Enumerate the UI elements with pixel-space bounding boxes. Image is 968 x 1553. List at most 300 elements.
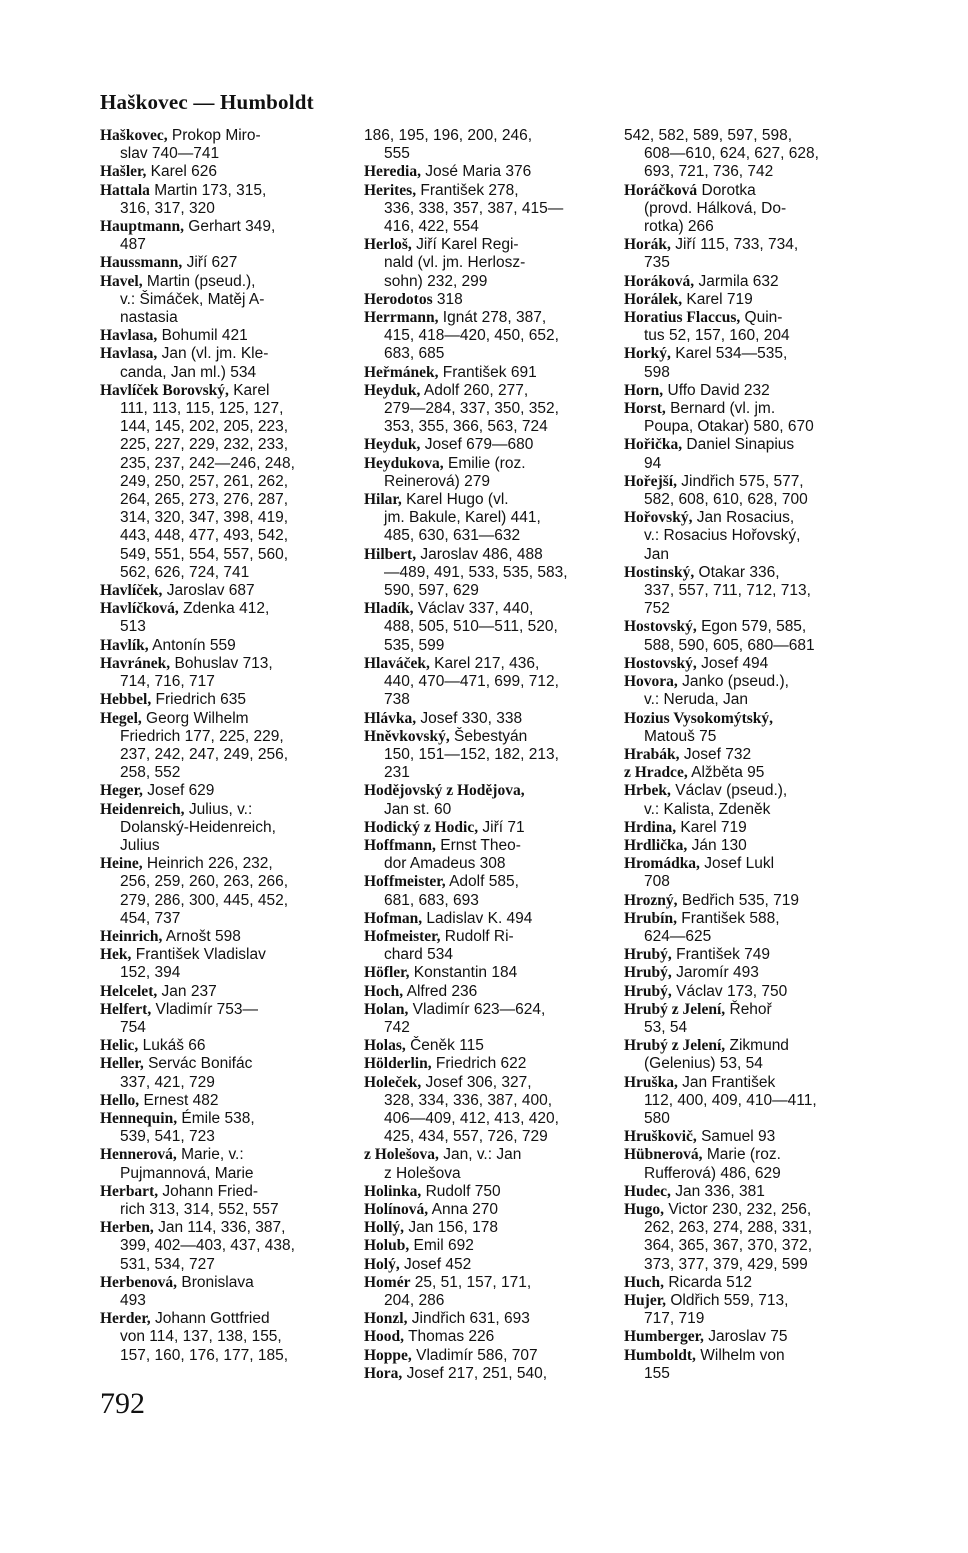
entry-headword: Hofman, <box>364 909 423 927</box>
index-entry <box>364 983 616 1001</box>
index-entry <box>624 382 872 400</box>
index-entry <box>100 655 350 691</box>
index-entry <box>100 1110 350 1146</box>
entry-references: Ján 130 <box>687 836 747 854</box>
entry-headword: Herodotos <box>364 290 433 308</box>
entry-references: Johann Gottfried von 114, 137, 138, 155, 157, 160, 176, 177, 185, <box>120 1310 289 1364</box>
entry-headword: Helcelet, <box>100 982 158 1000</box>
entry-headword: Hilbert, <box>364 545 417 563</box>
index-entry <box>364 1183 616 1201</box>
entry-references: Karel 111, 113, 115, 125, 127, 144, 145, 202, 205, 223, 225, 227, 229, 232, 233, 235, 237, 242—246, 248, 249, 250, 257, 261, 262, 264, 265, 273, 276, 287, 314, 320, 347, 398, 419, 443, 448, 477, 493, 542, 549, 551, 554, 557, 560, 562, 626, 724, 741 <box>120 381 295 581</box>
entry-references: Jiří Karel Regi- nald (vl. jm. Herlosz- sohn) 232, 299 <box>384 236 526 290</box>
entry-headword: Huch, <box>624 1273 665 1291</box>
index-entry <box>100 182 350 218</box>
entry-references: Heinrich 226, 232, 256, 259, 260, 263, 266, 279, 286, 300, 445, 452, 454, 737 <box>120 855 289 927</box>
index-entry <box>624 782 872 818</box>
index-entry <box>100 1092 350 1110</box>
index-entry <box>364 710 616 728</box>
index-entry <box>624 746 872 764</box>
entry-references: Karel 719 <box>676 818 747 836</box>
entry-references: Čeněk 115 <box>405 1037 484 1055</box>
entry-headword: Hladík, <box>364 600 414 618</box>
index-entry <box>624 1347 872 1383</box>
entry-headword: Herbenová, <box>100 1273 178 1291</box>
entry-references: Bedřich 535, 719 <box>677 891 800 909</box>
entry-references: František 278, 336, 338, 357, 387, 415— 416, 422, 554 <box>384 181 564 236</box>
index-entry <box>624 473 872 509</box>
index-entry <box>364 873 616 909</box>
entry-references: Řehoř 53, 54 <box>644 1000 772 1036</box>
entry-references: Jindřich 575, 577, 582, 608, 610, 628, 700 <box>644 472 808 509</box>
entry-references: Vladimír 753— 754 <box>120 1000 259 1036</box>
entry-references: Josef Lukl 708 <box>644 855 775 891</box>
entry-references: František 691 <box>438 363 537 381</box>
entry-references: Quin- tus 52, 157, 160, 204 <box>644 309 790 345</box>
entry-headword: Honzl, <box>364 1310 408 1328</box>
entry-references: Jan st. 60 <box>384 800 452 818</box>
entry-references: Josef 732 <box>679 745 752 763</box>
entry-references: Anna 270 <box>428 1200 498 1218</box>
index-entry <box>624 655 872 673</box>
entry-headword: Hrubý z Jelení, <box>624 1037 726 1055</box>
entry-references: Bohumil 421 <box>157 327 248 345</box>
entry-headword: Havlíček, <box>100 582 163 600</box>
entry-references: Antonín 559 <box>148 636 236 654</box>
index-entry <box>364 964 616 982</box>
entry-headword: Hořovský, <box>624 509 693 527</box>
entry-headword: Hoch, <box>364 982 404 1000</box>
entry-references: Ernst Theo- dor Amadeus 308 <box>384 836 521 873</box>
entry-references: Émile 538, 539, 541, 723 <box>120 1109 255 1146</box>
entry-headword: Hoppe, <box>364 1346 412 1364</box>
index-entry <box>100 946 350 982</box>
index-entry <box>100 127 350 163</box>
entry-references: Gerhart 349, 487 <box>120 218 276 254</box>
entry-headword: Heidenreich, <box>100 800 185 818</box>
entry-references: Zikmund (Gelenius) 53, 54 <box>644 1037 789 1073</box>
entry-headword: Havlasa, <box>100 345 158 363</box>
index-column-2 <box>364 127 616 1383</box>
index-entry <box>100 218 350 254</box>
index-entry <box>364 436 616 454</box>
entry-headword: Humboldt, <box>624 1346 696 1364</box>
entry-references: František 749 <box>671 946 771 964</box>
entry-references: Zdenka 412, 513 <box>120 600 270 636</box>
index-entry <box>624 309 872 345</box>
entry-references: Vladimír 586, 707 <box>411 1346 538 1364</box>
entry-headword: Hrabák, <box>624 745 680 763</box>
entry-headword: Holínová, <box>364 1200 429 1218</box>
entry-references: Emilie (roz. Reinerová) 279 <box>384 454 526 490</box>
index-entry <box>100 1055 350 1091</box>
index-entry <box>364 455 616 491</box>
entry-headword: Hollý, <box>364 1219 405 1237</box>
entry-references: Martin (pseud.), v.: Šimáček, Matěj A- nastasia <box>120 272 265 327</box>
entry-headword: Hrubín, <box>624 909 677 927</box>
index-entry <box>624 1274 872 1292</box>
index-entry <box>624 236 872 272</box>
entry-references: 25, 51, 157, 171, 204, 286 <box>384 1273 532 1309</box>
index-entry <box>624 964 872 982</box>
entry-references: Adolf 585, 681, 683, 693 <box>384 873 519 909</box>
index-entry <box>624 764 872 782</box>
entry-references: Jan 156, 178 <box>404 1219 498 1237</box>
index-entry <box>364 127 616 163</box>
index-entry <box>364 1001 616 1037</box>
entry-headword: Hello, <box>100 1091 140 1109</box>
entry-headword: Hattala <box>100 181 150 199</box>
entry-headword: Humberger, <box>624 1328 704 1346</box>
entry-headword: Heller, <box>100 1055 144 1073</box>
entry-headword: Horký, <box>624 345 671 363</box>
entry-headword: z Holešova, <box>364 1146 439 1164</box>
index-entry <box>364 1146 616 1182</box>
entry-headword: Hugo, <box>624 1200 665 1218</box>
entry-headword: Hořička, <box>624 436 683 454</box>
index-entry <box>100 1183 350 1219</box>
index-entry <box>364 1074 616 1147</box>
entry-headword: Hennequin, <box>100 1109 178 1127</box>
page-number: 792 <box>100 1387 145 1420</box>
index-entry <box>624 1183 872 1201</box>
index-entry <box>364 1347 616 1365</box>
index-entry <box>624 400 872 436</box>
entry-headword: Heger, <box>100 782 143 800</box>
index-entry <box>100 928 350 946</box>
index-entry <box>624 1146 872 1182</box>
entry-references: Karel 626 <box>146 163 218 181</box>
entry-references: Bronislava 493 <box>120 1273 254 1309</box>
entry-headword: Heyduk, <box>364 436 421 454</box>
entry-headword: Horáčková <box>624 181 698 199</box>
entry-headword: Havlík, <box>100 636 149 654</box>
entry-references: Karel 534—535, 598 <box>644 345 788 381</box>
index-entry <box>624 910 872 946</box>
index-entry <box>100 637 350 655</box>
index-entry <box>624 1292 872 1328</box>
index-entry <box>364 910 616 928</box>
index-entry <box>624 855 872 891</box>
index-entry <box>364 1055 616 1073</box>
index-entry <box>624 983 872 1001</box>
entry-headword: Hrubý, <box>624 946 672 964</box>
running-head: Haškovec — Humboldt <box>100 90 314 114</box>
entry-references: Janko (pseud.), v.: Neruda, Jan <box>644 673 789 709</box>
index-entry <box>100 1146 350 1182</box>
entry-headword: Hořejší, <box>624 472 677 490</box>
index-entry <box>624 946 872 964</box>
entry-references: Jaroslav 486, 488 —489, 491, 533, 535, 583, 590, 597, 629 <box>384 545 568 600</box>
entry-references: Josef 679—680 <box>420 436 534 454</box>
entry-headword: z Hradce, <box>624 764 688 782</box>
entry-references: Rudolf 750 <box>421 1182 501 1200</box>
entry-headword: Horálek, <box>624 290 683 308</box>
entry-references: Dorotka (provd. Hálková, Do- rotka) 266 <box>644 181 787 236</box>
entry-references: Adolf 260, 277, 279—284, 337, 350, 352, 353, 355, 366, 563, 724 <box>384 381 559 436</box>
entry-headword: Hostovský, <box>624 654 697 672</box>
entry-headword: Holinka, <box>364 1182 422 1200</box>
entry-references: Daniel Sinapius 94 <box>644 436 795 472</box>
entry-headword: Haškovec, <box>100 127 168 144</box>
entry-headword: Herites, <box>364 181 417 199</box>
entry-headword: Horáková, <box>624 272 695 290</box>
entry-references: Marie (roz. Rufferová) 486, 629 <box>644 1146 781 1182</box>
entry-headword: Havránek, <box>100 654 171 672</box>
index-entry <box>100 273 350 328</box>
entry-references: Jan 237 <box>157 982 217 1000</box>
index-entry <box>364 1256 616 1274</box>
entry-references: Martin 173, 315, 316, 317, 320 <box>120 181 267 217</box>
index-entry <box>100 1037 350 1055</box>
entry-headword: Holub, <box>364 1237 410 1255</box>
entry-headword: Herloš, <box>364 236 412 254</box>
entry-references: Karel Hugo (vl. jm. Bakule, Karel) 441, 485, 630, 631—632 <box>384 491 541 545</box>
entry-references: Vladimír 623—624, 742 <box>384 1000 546 1036</box>
entry-headword: Hilar, <box>364 491 402 509</box>
index-entry <box>624 618 872 654</box>
index-entry <box>100 855 350 928</box>
entry-references: Jan 336, 381 <box>670 1182 765 1200</box>
index-entry <box>100 801 350 856</box>
entry-headword: Haussmann, <box>100 254 183 272</box>
index-entry <box>364 1201 616 1219</box>
entry-headword: Hovora, <box>624 673 678 691</box>
entry-references: 318 <box>432 290 463 308</box>
entry-headword: Herder, <box>100 1310 151 1328</box>
entry-headword: Heyduk, <box>364 381 421 399</box>
entry-references: Matouš 75 <box>644 727 717 745</box>
entry-headword: Holas, <box>364 1037 406 1055</box>
entry-headword: Heřmánek, <box>364 363 439 381</box>
entry-references: Uffo David 232 <box>663 381 770 399</box>
index-entry <box>624 1074 872 1129</box>
entry-headword: Hruškovič, <box>624 1128 697 1146</box>
index-entry <box>364 1037 616 1055</box>
entry-references: František 588, 624—625 <box>644 909 780 945</box>
entry-headword: Hudec, <box>624 1182 671 1200</box>
entry-headword: Hrdina, <box>624 818 677 836</box>
index-entry <box>100 582 350 600</box>
index-entry <box>624 1001 872 1037</box>
index-column-1 <box>100 127 350 1365</box>
index-entry <box>624 127 872 182</box>
entry-references: Georg Wilhelm Friedrich 177, 225, 229, 237, 242, 247, 249, 256, 258, 552 <box>120 709 289 782</box>
entry-headword: Hegel, <box>100 709 142 727</box>
index-entry <box>100 782 350 800</box>
entry-headword: Havel, <box>100 272 143 290</box>
entry-headword: Hlávka, <box>364 709 417 727</box>
index-entry <box>364 236 616 291</box>
index-entry <box>364 728 616 783</box>
entry-headword: Hostinský, <box>624 563 695 581</box>
entry-headword: Heredia, <box>364 163 421 181</box>
entry-headword: Höfler, <box>364 964 410 982</box>
entry-references: Jaroslav 75 <box>703 1328 788 1346</box>
entry-headword: Havlíčková, <box>100 600 179 618</box>
entry-references: Karel 719 <box>682 290 753 308</box>
entry-headword: Hübnerová, <box>624 1146 703 1164</box>
entry-references: Jaromír 493 <box>671 964 759 982</box>
entry-references: 542, 582, 589, 597, 598, 608—610, 624, 627, 628, 693, 721, 736, 742 <box>624 127 819 181</box>
entry-references: Jindřich 631, 693 <box>407 1310 530 1328</box>
index-entry <box>364 819 616 837</box>
entry-references: Victor 230, 232, 256, 262, 263, 274, 288, 331, 364, 365, 367, 370, 372, 373, 377, 379, 429, 599 <box>644 1200 813 1273</box>
entry-references: Jarmila 632 <box>694 272 779 290</box>
entry-references: Jiří 627 <box>182 254 238 272</box>
entry-headword: Hrbek, <box>624 782 671 800</box>
index-entry <box>624 291 872 309</box>
index-column-3 <box>624 127 872 1383</box>
entry-references: Friedrich 635 <box>151 691 247 709</box>
entry-headword: Hrubý z Jelení, <box>624 1000 726 1018</box>
entry-headword: Hoffmann, <box>364 836 436 854</box>
entry-headword: Hruška, <box>624 1073 678 1091</box>
entry-headword: Helic, <box>100 1037 139 1055</box>
entry-references: Friedrich 622 <box>431 1055 527 1073</box>
entry-headword: Horst, <box>624 400 666 418</box>
entry-references: Konstantin 184 <box>409 964 518 982</box>
entry-headword: Hölderlin, <box>364 1055 432 1073</box>
index-entry <box>364 600 616 655</box>
index-entry <box>364 163 616 181</box>
index-entry <box>624 509 872 564</box>
index-entry <box>100 1001 350 1037</box>
index-entry <box>100 327 350 345</box>
entry-references: Jiří 71 <box>478 818 525 836</box>
index-entry <box>364 782 616 818</box>
index-entry <box>624 819 872 837</box>
index-entry <box>100 254 350 272</box>
entry-headword: Horn, <box>624 381 664 399</box>
index-entry <box>364 1274 616 1310</box>
entry-references: Ricarda 512 <box>664 1273 752 1291</box>
index-entry <box>100 1274 350 1310</box>
entry-headword: Holan, <box>364 1000 409 1018</box>
index-entry <box>100 345 350 381</box>
entry-references: Jan Rosacius, v.: Rosacius Hořovský, Jan <box>644 509 801 563</box>
entry-headword: Hofmeister, <box>364 927 441 945</box>
entry-headword: Hodějovský z Hodějova, <box>364 782 525 800</box>
index-entry <box>364 928 616 964</box>
entry-references: 186, 195, 196, 200, 246, 555 <box>364 127 533 163</box>
entry-references: Rudolf Ri- chard 534 <box>384 927 514 964</box>
entry-headword: Hrdlička, <box>624 836 688 854</box>
entry-headword: Holeček, <box>364 1073 422 1091</box>
entry-references: Marie, v.: Pujmannová, Marie <box>120 1146 254 1182</box>
entry-references: Jiří 115, 733, 734, 735 <box>644 236 799 272</box>
index-entry <box>364 1365 616 1383</box>
entry-references: Wilhelm von 155 <box>644 1346 785 1382</box>
entry-references: Jan (vl. jm. Kle- canda, Jan ml.) 534 <box>120 345 269 381</box>
index-entry <box>364 1328 616 1346</box>
entry-headword: Horák, <box>624 236 671 254</box>
index-entry <box>100 600 350 636</box>
index-entry <box>364 1219 616 1237</box>
entry-references: Arnošt 598 <box>162 927 241 945</box>
entry-references: Julius, v.: Dolanský-Heidenreich, Julius <box>120 800 276 854</box>
index-entry <box>364 546 616 601</box>
entry-headword: Helfert, <box>100 1000 152 1018</box>
entry-headword: Holý, <box>364 1255 400 1273</box>
index-entry <box>624 273 872 291</box>
index-entry <box>364 291 616 309</box>
index-entry <box>364 837 616 873</box>
entry-headword: Heinrich, <box>100 927 163 945</box>
index-entry <box>364 491 616 546</box>
entry-references: Otakar 336, 337, 557, 711, 712, 713, 752 <box>644 563 811 618</box>
entry-references: Jan 114, 336, 387, 399, 402—403, 437, 438, 531, 534, 727 <box>120 1219 295 1273</box>
entry-headword: Hromádka, <box>624 855 700 873</box>
index-entry <box>364 1237 616 1255</box>
index-entry <box>364 364 616 382</box>
entry-references: José Maria 376 <box>420 163 532 181</box>
entry-references: Josef 330, 338 <box>416 709 523 727</box>
index-entry <box>624 892 872 910</box>
entry-headword: Hlaváček, <box>364 654 430 672</box>
index-entry <box>364 655 616 710</box>
entry-references: Prokop Miro- slav 740—741 <box>120 127 261 163</box>
entry-references: Lukáš 66 <box>138 1037 206 1055</box>
entry-headword: Hněvkovský, <box>364 727 450 745</box>
index-entry <box>624 345 872 381</box>
entry-headword: Herben, <box>100 1219 154 1237</box>
index-entry <box>100 1219 350 1274</box>
entry-references: Jan, v.: Jan z Holešova <box>384 1146 522 1182</box>
entry-references: Josef 452 <box>399 1255 472 1273</box>
entry-references: Samuel 93 <box>696 1128 776 1146</box>
index-entry <box>624 1201 872 1274</box>
entry-headword: Herbart, <box>100 1182 159 1200</box>
index-entry <box>100 983 350 1001</box>
entry-references: František Vladislav 152, 394 <box>120 946 266 982</box>
entry-headword: Horatius Flaccus, <box>624 309 741 327</box>
entry-references: Bernard (vl. jm. Poupa, Otakar) 580, 670 <box>644 400 814 436</box>
index-entry <box>624 564 872 619</box>
index-entry <box>624 710 872 746</box>
entry-headword: Hostovský, <box>624 618 697 636</box>
entry-references: Thomas 226 <box>404 1328 495 1346</box>
index-entry <box>624 436 872 472</box>
index-entry <box>624 673 872 709</box>
entry-references: Josef 306, 327, 328, 334, 336, 387, 400, 406—409, 412, 413, 420, 425, 434, 557, 726, 729 <box>384 1073 559 1146</box>
entry-headword: Hozius Vysokomýtský, <box>624 709 774 727</box>
entry-references: Alfred 236 <box>403 982 478 1000</box>
entry-references: Václav 337, 440, 488, 505, 510—511, 520, 535, 599 <box>384 600 558 654</box>
entry-headword: Hašler, <box>100 163 147 181</box>
entry-headword: Hujer, <box>624 1292 667 1309</box>
index-entry <box>364 1310 616 1328</box>
entry-references: Ernest 482 <box>139 1091 219 1109</box>
entry-references: Josef 629 <box>142 782 215 800</box>
entry-references: Šebestyán 150, 151—152, 182, 213, 231 <box>384 727 559 782</box>
index-entry <box>100 710 350 783</box>
entry-references: Oldřich 559, 713, 717, 719 <box>644 1292 789 1328</box>
entry-headword: Havlasa, <box>100 327 158 345</box>
entry-headword: Hood, <box>364 1328 405 1346</box>
entry-headword: Havlíček Borovský, <box>100 381 229 399</box>
index-entry <box>364 309 616 364</box>
entry-headword: Hennerová, <box>100 1146 177 1164</box>
entry-references: Josef 217, 251, 540, <box>402 1364 548 1382</box>
entry-headword: Hek, <box>100 946 132 964</box>
entry-headword: Hodický z Hodic, <box>364 818 479 836</box>
index-entry <box>364 182 616 237</box>
index-entry <box>624 1128 872 1146</box>
entry-headword: Heydukova, <box>364 454 444 472</box>
index-entry <box>100 1310 350 1365</box>
entry-headword: Hoffmeister, <box>364 873 446 891</box>
entry-references: Alžběta 95 <box>687 764 765 782</box>
